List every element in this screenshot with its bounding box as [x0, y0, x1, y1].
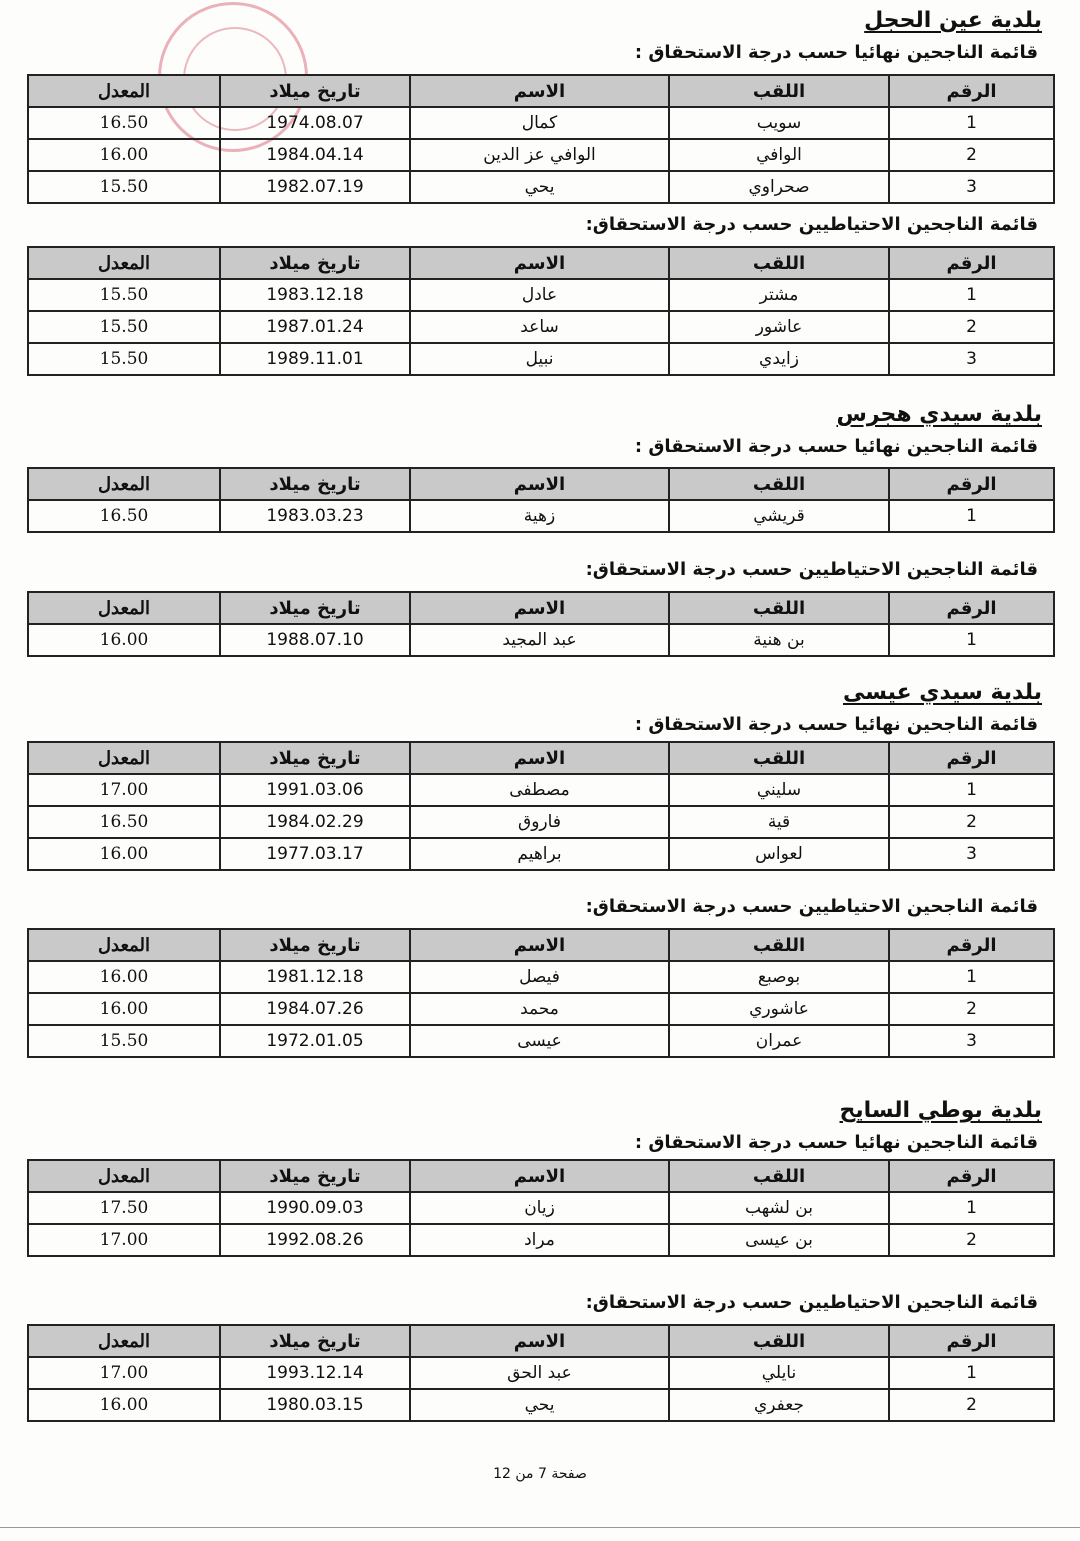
header-first-name: الاسم	[410, 468, 669, 500]
header-rank: الرقم	[889, 929, 1054, 961]
last-name-cell: عاشور	[669, 311, 889, 343]
final-list-title: قائمة الناجحين نهائيا حسب درجة الاستحقاق :	[634, 1132, 1038, 1153]
first-name-cell: ساعد	[410, 311, 669, 343]
header-first-name: الاسم	[410, 1160, 669, 1192]
first-name-cell: نبيل	[410, 343, 669, 375]
header-first-name: الاسم	[410, 592, 669, 624]
reserve-list-title: قائمة الناجحين الاحتياطيين حسب درجة الاستحقاق:	[585, 559, 1038, 580]
birth-date-cell: 1989.11.01	[220, 343, 410, 375]
header-avg: المعدل	[28, 75, 220, 107]
header-first-name: الاسم	[410, 1325, 669, 1357]
first-name-cell: عيسى	[410, 1025, 669, 1057]
rank-cell: 2	[889, 806, 1054, 838]
rank-cell: 2	[889, 311, 1054, 343]
rank-cell: 1	[889, 107, 1054, 139]
rank-cell: 1	[889, 1192, 1054, 1224]
page-footer: صفحة 7 من 12	[493, 1466, 587, 1482]
first-name-cell: عبد المجيد	[410, 624, 669, 656]
municipality-title: بلدية سيدي عيسى	[842, 680, 1042, 705]
table-row	[28, 806, 1054, 838]
header-dob: تاريخ ميلاد	[220, 247, 410, 279]
final-list-table	[27, 1159, 1055, 1257]
birth-date-cell: 1988.07.10	[220, 624, 410, 656]
header-rank: الرقم	[889, 1160, 1054, 1192]
last-name-cell: بن عيسى	[669, 1224, 889, 1256]
first-name-cell: الوافي عز الدين	[410, 139, 669, 171]
table-row	[28, 279, 1054, 311]
average-cell: 16.50	[28, 806, 220, 838]
first-name-cell: محمد	[410, 993, 669, 1025]
header-dob: تاريخ ميلاد	[220, 1160, 410, 1192]
average-cell: 17.00	[28, 1224, 220, 1256]
municipality-title: بلدية بوطي السايح	[839, 1098, 1042, 1123]
reserve-list-table	[27, 928, 1055, 1058]
reserve-list-title: قائمة الناجحين الاحتياطيين حسب درجة الاستحقاق:	[585, 214, 1038, 235]
header-last-name: اللقب	[669, 742, 889, 774]
last-name-cell: بن هنية	[669, 624, 889, 656]
final-list-table	[27, 467, 1055, 533]
average-cell: 16.00	[28, 139, 220, 171]
first-name-cell: فاروق	[410, 806, 669, 838]
average-cell: 16.00	[28, 624, 220, 656]
table-row	[28, 961, 1054, 993]
rank-cell: 3	[889, 838, 1054, 870]
first-name-cell: فيصل	[410, 961, 669, 993]
header-avg: المعدل	[28, 592, 220, 624]
table-row	[28, 624, 1054, 656]
first-name-cell: مصطفى	[410, 774, 669, 806]
birth-date-cell: 1984.04.14	[220, 139, 410, 171]
final-list-table	[27, 74, 1055, 204]
birth-date-cell: 1972.01.05	[220, 1025, 410, 1057]
header-last-name: اللقب	[669, 1325, 889, 1357]
header-avg: المعدل	[28, 1325, 220, 1357]
final-list-title: قائمة الناجحين نهائيا حسب درجة الاستحقاق :	[634, 436, 1038, 457]
birth-date-cell: 1984.07.26	[220, 993, 410, 1025]
header-last-name: اللقب	[669, 929, 889, 961]
average-cell: 15.50	[28, 311, 220, 343]
rank-cell: 2	[889, 139, 1054, 171]
header-dob: تاريخ ميلاد	[220, 75, 410, 107]
first-name-cell: كمال	[410, 107, 669, 139]
header-avg: المعدل	[28, 468, 220, 500]
header-first-name: الاسم	[410, 929, 669, 961]
header-first-name: الاسم	[410, 247, 669, 279]
first-name-cell: يحي	[410, 1389, 669, 1421]
final-list-title: قائمة الناجحين نهائيا حسب درجة الاستحقاق :	[634, 714, 1038, 735]
first-name-cell: عبد الحق	[410, 1357, 669, 1389]
header-first-name: الاسم	[410, 742, 669, 774]
average-cell: 15.50	[28, 343, 220, 375]
final-list-title: قائمة الناجحين نهائيا حسب درجة الاستحقاق :	[634, 42, 1038, 63]
last-name-cell: بوصبع	[669, 961, 889, 993]
first-name-cell: زيان	[410, 1192, 669, 1224]
header-rank: الرقم	[889, 247, 1054, 279]
first-name-cell: عادل	[410, 279, 669, 311]
table-row	[28, 1192, 1054, 1224]
average-cell: 15.50	[28, 279, 220, 311]
rank-cell: 3	[889, 171, 1054, 203]
header-first-name: الاسم	[410, 75, 669, 107]
last-name-cell: عمران	[669, 1025, 889, 1057]
average-cell: 15.50	[28, 171, 220, 203]
first-name-cell: زهية	[410, 500, 669, 532]
first-name-cell: يحي	[410, 171, 669, 203]
average-cell: 16.00	[28, 1389, 220, 1421]
birth-date-cell: 1990.09.03	[220, 1192, 410, 1224]
first-name-cell: مراد	[410, 1224, 669, 1256]
table-row	[28, 500, 1054, 532]
birth-date-cell: 1974.08.07	[220, 107, 410, 139]
table-header-row	[28, 247, 1054, 279]
table-row	[28, 1357, 1054, 1389]
last-name-cell: الوافي	[669, 139, 889, 171]
last-name-cell: سويب	[669, 107, 889, 139]
rank-cell: 3	[889, 1025, 1054, 1057]
table-row	[28, 139, 1054, 171]
average-cell: 17.00	[28, 1357, 220, 1389]
header-dob: تاريخ ميلاد	[220, 929, 410, 961]
reserve-list-table	[27, 591, 1055, 657]
table-row	[28, 1224, 1054, 1256]
header-avg: المعدل	[28, 929, 220, 961]
average-cell: 15.50	[28, 1025, 220, 1057]
final-list-table	[27, 741, 1055, 871]
header-dob: تاريخ ميلاد	[220, 592, 410, 624]
rank-cell: 2	[889, 1389, 1054, 1421]
header-dob: تاريخ ميلاد	[220, 468, 410, 500]
table-row	[28, 774, 1054, 806]
table-row	[28, 1025, 1054, 1057]
header-avg: المعدل	[28, 742, 220, 774]
header-dob: تاريخ ميلاد	[220, 742, 410, 774]
reserve-list-title: قائمة الناجحين الاحتياطيين حسب درجة الاستحقاق:	[585, 896, 1038, 917]
birth-date-cell: 1993.12.14	[220, 1357, 410, 1389]
table-header-row	[28, 1160, 1054, 1192]
reserve-list-table	[27, 1324, 1055, 1422]
birth-date-cell: 1983.12.18	[220, 279, 410, 311]
birth-date-cell: 1984.02.29	[220, 806, 410, 838]
header-last-name: اللقب	[669, 468, 889, 500]
table-header-row	[28, 929, 1054, 961]
rank-cell: 3	[889, 343, 1054, 375]
last-name-cell: قية	[669, 806, 889, 838]
last-name-cell: بن لشهب	[669, 1192, 889, 1224]
rank-cell: 2	[889, 1224, 1054, 1256]
table-header-row	[28, 1325, 1054, 1357]
table-header-row	[28, 592, 1054, 624]
table-header-row	[28, 468, 1054, 500]
table-header-row	[28, 75, 1054, 107]
average-cell: 17.00	[28, 774, 220, 806]
header-last-name: اللقب	[669, 247, 889, 279]
average-cell: 16.50	[28, 107, 220, 139]
rank-cell: 1	[889, 1357, 1054, 1389]
header-last-name: اللقب	[669, 592, 889, 624]
last-name-cell: لعواس	[669, 838, 889, 870]
birth-date-cell: 1977.03.17	[220, 838, 410, 870]
last-name-cell: صحراوي	[669, 171, 889, 203]
rank-cell: 1	[889, 774, 1054, 806]
table-row	[28, 107, 1054, 139]
municipality-title: بلدية سيدي هجرس	[836, 402, 1042, 427]
header-avg: المعدل	[28, 1160, 220, 1192]
average-cell: 16.00	[28, 961, 220, 993]
header-dob: تاريخ ميلاد	[220, 1325, 410, 1357]
birth-date-cell: 1980.03.15	[220, 1389, 410, 1421]
birth-date-cell: 1983.03.23	[220, 500, 410, 532]
average-cell: 16.00	[28, 838, 220, 870]
first-name-cell: براهيم	[410, 838, 669, 870]
table-row	[28, 311, 1054, 343]
header-rank: الرقم	[889, 742, 1054, 774]
table-row	[28, 1389, 1054, 1421]
last-name-cell: قريشي	[669, 500, 889, 532]
table-header-row	[28, 742, 1054, 774]
average-cell: 16.50	[28, 500, 220, 532]
reserve-list-title: قائمة الناجحين الاحتياطيين حسب درجة الاستحقاق:	[585, 1292, 1038, 1313]
last-name-cell: مشتر	[669, 279, 889, 311]
rank-cell: 1	[889, 500, 1054, 532]
last-name-cell: عاشوري	[669, 993, 889, 1025]
rank-cell: 2	[889, 993, 1054, 1025]
birth-date-cell: 1992.08.26	[220, 1224, 410, 1256]
header-rank: الرقم	[889, 1325, 1054, 1357]
reserve-list-table	[27, 246, 1055, 376]
last-name-cell: جعفري	[669, 1389, 889, 1421]
header-last-name: اللقب	[669, 1160, 889, 1192]
rank-cell: 1	[889, 624, 1054, 656]
last-name-cell: سليني	[669, 774, 889, 806]
bottom-divider	[0, 1527, 1080, 1528]
rank-cell: 1	[889, 961, 1054, 993]
birth-date-cell: 1987.01.24	[220, 311, 410, 343]
last-name-cell: زايدي	[669, 343, 889, 375]
header-rank: الرقم	[889, 75, 1054, 107]
birth-date-cell: 1991.03.06	[220, 774, 410, 806]
birth-date-cell: 1982.07.19	[220, 171, 410, 203]
table-row	[28, 171, 1054, 203]
municipality-title: بلدية عين الحجل	[864, 8, 1042, 33]
average-cell: 17.50	[28, 1192, 220, 1224]
header-avg: المعدل	[28, 247, 220, 279]
average-cell: 16.00	[28, 993, 220, 1025]
header-last-name: اللقب	[669, 75, 889, 107]
header-rank: الرقم	[889, 468, 1054, 500]
table-row	[28, 838, 1054, 870]
rank-cell: 1	[889, 279, 1054, 311]
last-name-cell: نايلي	[669, 1357, 889, 1389]
table-row	[28, 993, 1054, 1025]
birth-date-cell: 1981.12.18	[220, 961, 410, 993]
table-row	[28, 343, 1054, 375]
header-rank: الرقم	[889, 592, 1054, 624]
